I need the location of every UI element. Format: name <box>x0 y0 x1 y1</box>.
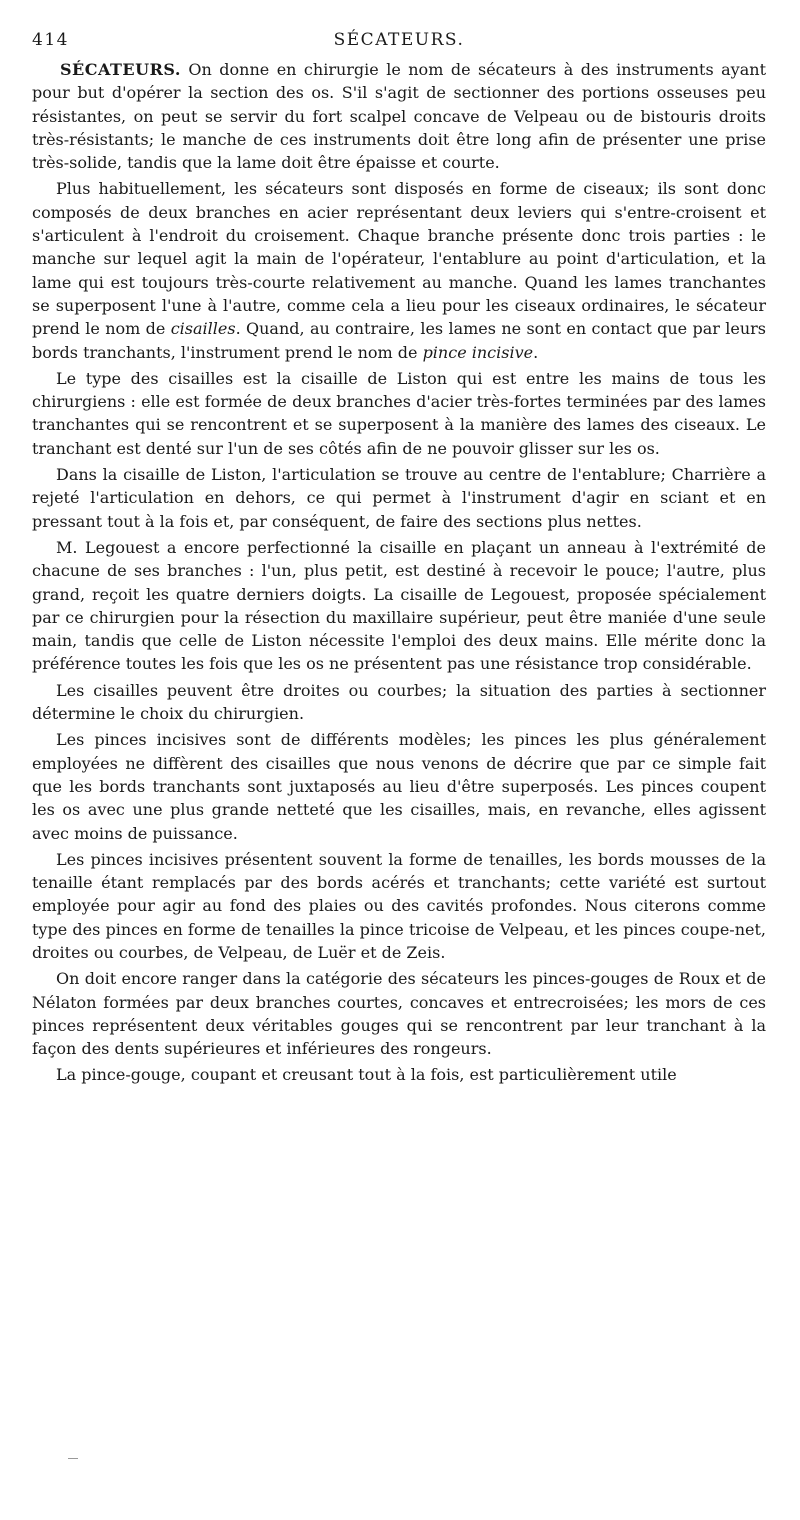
book-page <box>32 30 766 1490</box>
paragraph: Dans la cisaille de Liston, l'articulation se trouve au centre de l'entablure; Charrière a rejeté l'articulation en dehors, ce qui permet à l'instrument d'agir en sciant et en pressant tout à la fois et, par conséquent, de faire des sections plus nettes. <box>32 465 766 531</box>
entry-heading: SÉCATEURS. <box>60 60 181 79</box>
body-text <box>32 58 766 1087</box>
paragraph-text: On donne en chirurgie le nom de sécateurs à des instruments ayant pour but d'opérer la section des os. S'il s'agit de sectionner des portions osseuses peu résistantes, on peut se servir du fort scalpel concave de Velpeau ou de bistouris droits très-résistants; le manche de ces instruments doit être long afin de présenter une prise très-solide, tandis que la lame doit être épaisse et courte. <box>32 60 766 173</box>
page-number: 414 <box>32 30 69 50</box>
italic-term-cisailles: cisailles <box>170 319 236 339</box>
paragraph: On doit encore ranger dans la catégorie des sécateurs les pinces-gouges de Roux et de Nélaton formées par deux branches courtes, concaves et entrecroisées; les mors de ces pinces représentent deux véritables gouges qui se rencontrent par leur tranchant à la façon des dents supérieures et inférieures des rongeurs. <box>32 969 766 1059</box>
running-title: SÉCATEURS. <box>333 30 465 50</box>
paragraph <box>32 177 766 363</box>
paragraph: La pince-gouge, coupant et creusant tout à la fois, est particulièrement utile <box>56 1065 677 1085</box>
paragraph-text: . Quand, au contraire, les lames ne sont en contact que par leurs bords tranchants, l'instrument prend le nom de <box>32 319 767 362</box>
running-head <box>32 30 766 56</box>
paragraph: Les pinces incisives présentent souvent la forme de tenailles, les bords mousses de la tenaille étant remplacés par des bords acérés et tranchants; cette variété est surtout employée pour agir au fond des plaies ou des cavités profondes. Nous citerons comme type des pinces en forme de tenailles la pince tricoise de Velpeau, et les pinces coupe-net, droites ou courbes, de Velpeau, de Luër et de Zeis. <box>32 849 766 962</box>
paragraph: Les pinces incisives sont de différents modèles; les pinces les plus généralement employées ne diffèrent des cisailles que nous venons de décrire que par ce simple fait que les bords tranchants sont juxtaposés au lieu d'être superposés. Les pinces coupent les os avec une plus grande netteté que les cisailles, mais, en revanche, elles agissent avec moins de puissance. <box>32 730 766 843</box>
paragraph: Le type des cisailles est la cisaille de Liston qui est entre les mains de tous les chirurgiens : elle est formée de deux branches d'acier très-fortes terminées par des lames tranchantes qui se rencontrent et se superposent à la manière des lames des ciseaux. Le tranchant est denté sur l'un de ses côtés afin de ne pouvoir glisser sur les os. <box>32 368 766 458</box>
stray-mark <box>68 1458 78 1459</box>
paragraph-entry <box>32 58 766 174</box>
paragraph-text: . <box>533 342 539 362</box>
italic-term-pince-incisive: pince incisive <box>422 342 534 362</box>
paragraph-text: Plus habituellement, les sécateurs sont disposés en forme de ciseaux; ils sont donc composés de deux branches en acier représentant deux leviers qui s'entre-croisent et s'articulent à l'endroit du croisement. Chaque branche présente donc trois parties : le manche sur lequel agit la main de l'opérateur, l'entablure au point d'articulation, et la lame qui est toujours très-courte relativement au manche. Quand les lames tranchantes se superposent l'une à l'autre, comme cela a lieu pour les ciseaux ordinaires, le sécateur prend le nom de <box>32 179 766 339</box>
paragraph: M. Legouest a encore perfectionné la cisaille en plaçant un anneau à l'extrémité de chacune de ses branches : l'un, plus petit, est destiné à recevoir le pouce; l'autre, plus grand, reçoit les quatre derniers doigts. La cisaille de Legouest, proposée spécialement par ce chirurgien pour la résection du maxillaire supérieur, peut être maniée d'une seule main, tandis que celle de Liston nécessite l'emploi des deux mains. Elle mérite donc la préférence toutes les fois que les os ne présentent pas une résistance trop considérable. <box>32 537 766 674</box>
paragraph: Les cisailles peuvent être droites ou courbes; la situation des parties à sectionner détermine le choix du chirurgien. <box>32 680 766 724</box>
